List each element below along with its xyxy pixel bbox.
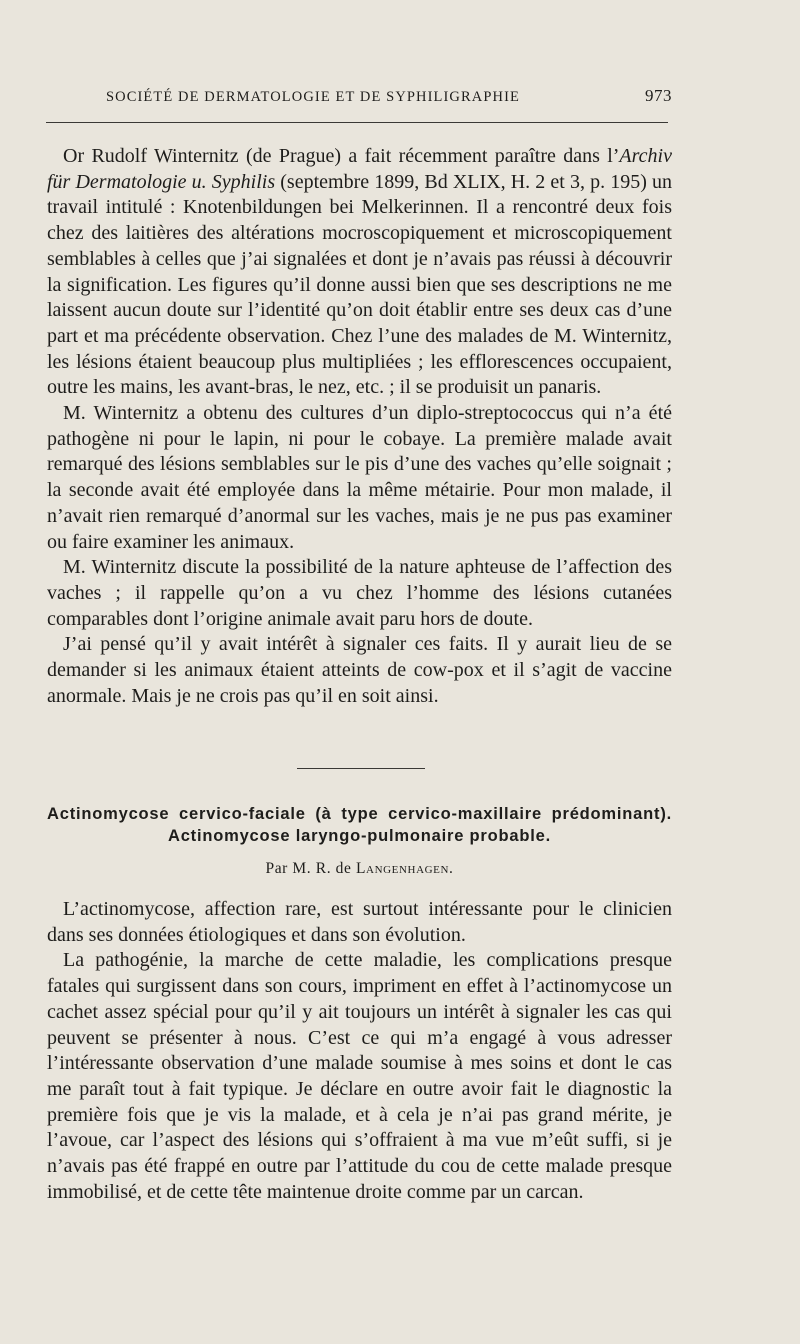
header-rule bbox=[46, 122, 668, 123]
paragraph: J’ai pensé qu’il y avait intérêt à signaler ces faits. Il y aurait lieu de se demander si les animaux étaient atteints de cow-pox et il s’agit de vaccine anormale. Mais je ne crois pas qu’il en soit ainsi. bbox=[47, 633, 672, 707]
paragraph bbox=[47, 144, 672, 401]
article-body bbox=[47, 897, 672, 1205]
paragraph: M. Winternitz a obtenu des cultures d’un diplo-streptococcus qui n’a été pathogène ni pour le lapin, ni pour le cobaye. La première malade avait remarqué des lésions semblables sur le pis d’une des vaches qu’elle soignait ; la seconde avait été employée dans la même métairie. Pour mon malade, il n’avait rien remarqué d’anormal sur les vaches, mais je ne pus pas examiner ou faire examiner les animaux. bbox=[47, 402, 672, 553]
article-title: Actinomycose cervico-faciale (à type cervico-maxillaire prédominant). Actinomycose laryngo-pulmonaire probable. bbox=[47, 805, 672, 845]
byline bbox=[47, 860, 672, 878]
journal-title: Archiv für Dermatologie u. Syphilis bbox=[47, 145, 672, 193]
paragraph-text: Or Rudolf Winternitz (de Prague) a fait récemment paraître dans l’ bbox=[63, 145, 620, 167]
running-head-title: SOCIÉTÉ DE DERMATOLOGIE ET DE SYPHILIGRAPHIE bbox=[106, 89, 520, 105]
paragraph-text: (septembre 1899, Bd XLIX, H. 2 et 3, p. 195) un travail intitulé : Knotenbildungen bei Melkerinnen. Il a rencontré deux fois chez des laitières des altérations mocroscopiquement et microscopiquement semblables à celles que j’ai signalées et dont je n’avais pas réussi à découvrir la signification. Les figures qu’il donne aussi bien que ses descriptions ne me laissent aucun doute sur l’identité qu’on doit établir entre ses deux cas d’une part et ma précédente observation. Chez l’une des malades de M. Winternitz, les lésions étaient beaucoup plus multipliées ; les efflorescences occupaient, outre les mains, les avant-bras, le nez, etc. ; il se produisit un panaris. bbox=[47, 170, 672, 399]
previous-article-conclusion bbox=[47, 144, 672, 709]
paragraph: M. Winternitz discute la possibilité de la nature aphteuse de l’affection des vaches ; il rappelle qu’on a vu chez l’homme des lésions cutanées comparables dont l’origine animale avait paru hors de doute. bbox=[47, 556, 672, 630]
paragraph: L’actinomycose, affection rare, est surtout intéressante pour le clinicien dans ses données étiologiques et dans son évolution. bbox=[47, 898, 672, 946]
paragraph: La pathogénie, la marche de cette maladie, les complications presque fatales qui surgissent dans son cours, impriment en effet à l’actinomycose un cachet assez spécial pour qu’il y ait toujours un intérêt à signaler les cas qui peuvent se présenter à nous. C’est ce qui m’a engagé à vous adresser l’intéressante observation d’une malade soumise à mes soins et dont le cas me paraît tout à fait typique. Je déclare en outre avoir fait le diagnostic la première fois que je vis la malade, et à cela je n’ai pas grand mérite, je l’avoue, car l’aspect des lésions qui s’offraient à ma vue m’eût suffi, si je n’avais pas été frappé en outre par l’attitude du cou de cette malade presque immobilisé, et de cette tête maintenue droite comme par un carcan. bbox=[47, 949, 672, 1203]
byline-prefix: Par M. R. de bbox=[265, 860, 352, 877]
page-number: 973 bbox=[645, 86, 672, 105]
author-name: Langenhagen. bbox=[355, 860, 454, 877]
running-head bbox=[106, 86, 672, 106]
section-divider bbox=[297, 768, 425, 769]
